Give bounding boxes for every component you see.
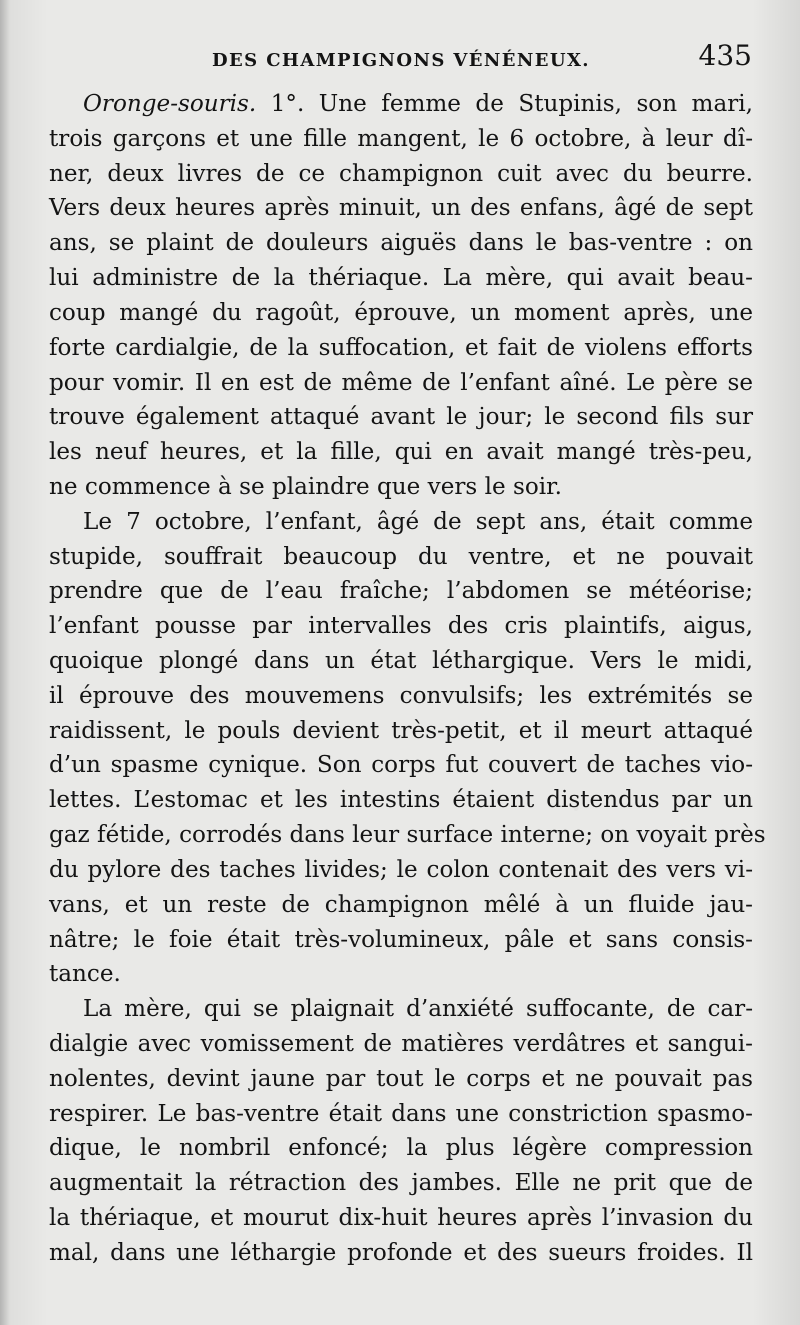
page-gutter-shadow xyxy=(0,0,10,1325)
text-line: forte cardialgie, de la suffocation, et fait de violens efforts xyxy=(49,334,753,361)
paragraph-first-line: Le 7 octobre, l’enfant, âgé de sept ans, était comme xyxy=(83,508,753,535)
text-line: d’un spasme cynique. Son corps fut couvert de taches vio- xyxy=(49,752,753,779)
paragraph-last-line: ne commence à se plaindre que vers le soir. xyxy=(49,473,562,500)
text-line: mal, dans une léthargie profonde et des sueurs froides. Il xyxy=(49,1239,753,1266)
text-line: trois garçons et une fille mangent, le 6 octobre, à leur dî- xyxy=(49,125,753,152)
text-line: raidissent, le pouls devient très-petit, et il meurt attaqué xyxy=(49,717,753,744)
running-head xyxy=(50,39,752,78)
running-title: DES CHAMPIGNONS VÉNÉNEUX. xyxy=(212,50,590,71)
text-line: augmentait la rétraction des jambes. Elle ne prit que de xyxy=(49,1170,753,1197)
text-line: vans, et un reste de champignon mêlé à un fluide jau- xyxy=(49,891,753,918)
text-line: les neuf heures, et la fille, qui en avait mangé très-peu, xyxy=(49,439,753,466)
body-text xyxy=(49,87,766,1271)
text-line: dialgie avec vomissement de matières verdâtres et sangui- xyxy=(49,1030,753,1057)
text-line: ans, se plaint de douleurs aiguës dans le bas-ventre : on xyxy=(49,230,753,257)
paragraph-first-line: La mère, qui se plaignait d’anxiété suffocante, de car- xyxy=(83,996,753,1023)
text-line: nâtre; le foie était très-volumineux, pâle et sans consis- xyxy=(49,926,753,953)
text-line: l’enfant pousse par intervalles des cris plaintifs, aigus, xyxy=(49,613,753,640)
line-text: 1°. Une femme de Stupinis, son mari, xyxy=(256,91,753,117)
text-line: ner, deux livres de ce champignon cuit avec du beurre. xyxy=(49,160,753,187)
text-line: prendre que de l’eau fraîche; l’abdomen se météorise; xyxy=(49,578,753,605)
text-line: pour vomir. Il en est de même de l’enfant aîné. Le père se xyxy=(49,369,753,396)
text-line xyxy=(49,87,753,122)
text-line: gaz fétide, corrodés dans leur surface interne; on voyait près xyxy=(49,822,766,849)
text-line: dique, le nombril enfoncé; la plus légère compression xyxy=(49,1135,753,1162)
text-line: trouve également attaqué avant le jour; le second fils sur xyxy=(49,404,753,431)
text-line: respirer. Le bas-ventre était dans une constriction spasmo- xyxy=(49,1100,753,1127)
text-line: coup mangé du ragoût, éprouve, un moment après, une xyxy=(49,299,753,326)
text-line: stupide, souffrait beaucoup du ventre, et ne pouvait xyxy=(49,543,753,570)
page-number: 435 xyxy=(698,39,752,72)
text-line: lettes. L’estomac et les intestins étaient distendus par un xyxy=(49,787,753,814)
text-line: Vers deux heures après minuit, un des enfans, âgé de sept xyxy=(49,195,753,222)
text-line: quoique plongé dans un état léthargique. Vers le midi, xyxy=(49,648,753,674)
text-line: nolentes, devint jaune par tout le corps et ne pouvait pas xyxy=(49,1065,753,1092)
text-line: du pylore des taches livides; le colon contenait des vers vi- xyxy=(49,856,753,883)
paragraph-last-line: tance. xyxy=(49,961,121,988)
text-line: la thériaque, et mourut dix-huit heures après l’invasion du xyxy=(49,1205,753,1231)
text-line: lui administre de la thériaque. La mère, qui avait beau- xyxy=(49,265,753,292)
species-name: Oronge-souris. xyxy=(83,91,257,117)
text-line: il éprouve des mouvemens convulsifs; les extrémités se xyxy=(49,682,753,709)
